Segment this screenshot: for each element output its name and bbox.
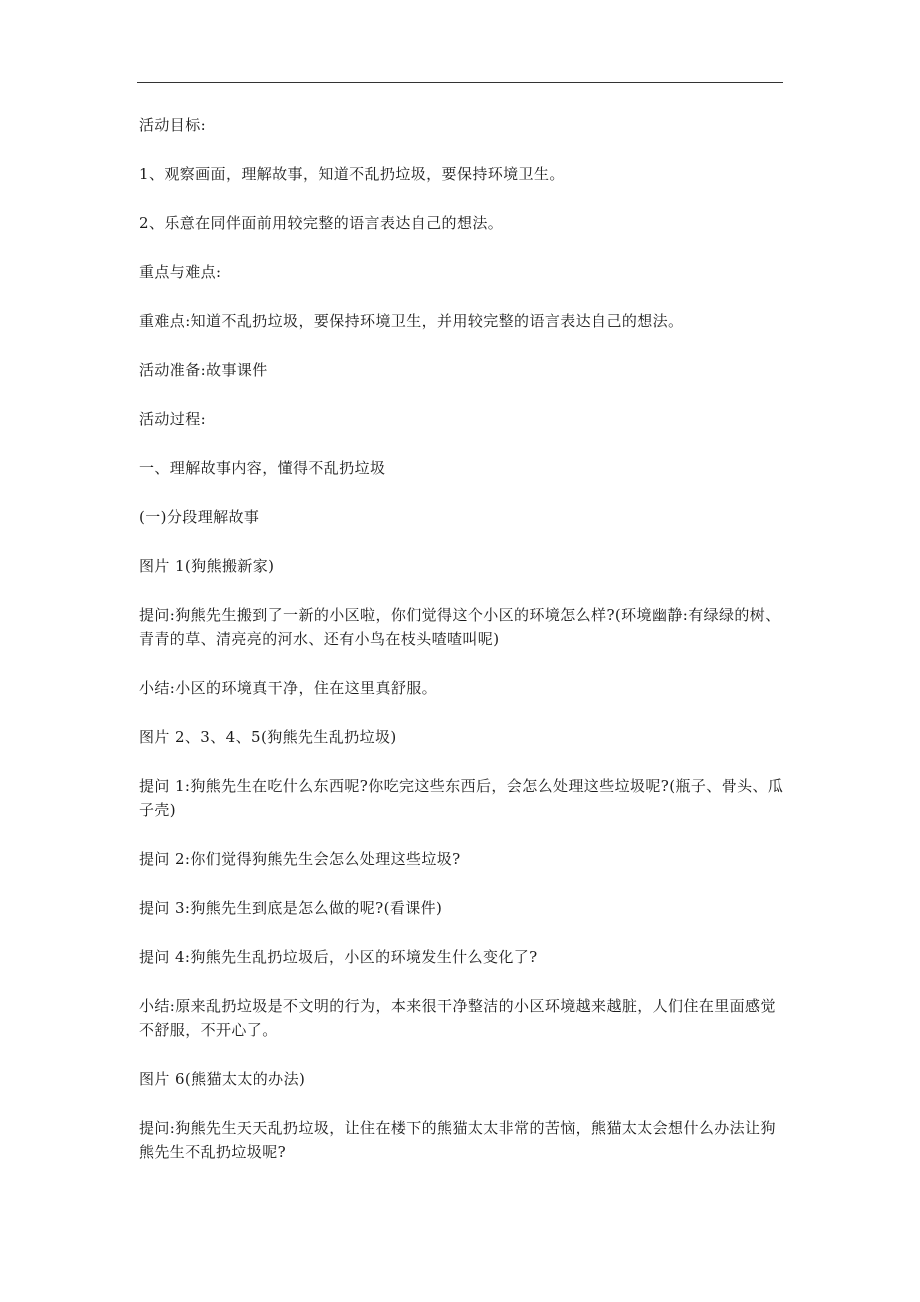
question-3: 提问 3:狗熊先生到底是怎么做的呢?(看课件) bbox=[139, 899, 443, 917]
question-4: 提问 4:狗熊先生乱扔垃圾后，小区的环境发生什么变化了? bbox=[139, 948, 538, 966]
process-step-1: 一、理解故事内容，懂得不乱扔垃圾 bbox=[139, 459, 386, 477]
picture-1-heading: 图片 1(狗熊搬新家) bbox=[139, 557, 275, 575]
picture-6-heading: 图片 6(熊猫太太的办法) bbox=[139, 1070, 306, 1088]
picture-2-5-summary: 小结:原来乱扔垃圾是不文明的行为，本来很干净整洁的小区环境越来越脏，人们住在里面感觉不舒服，不开心了。 bbox=[139, 997, 776, 1039]
goal-item-2: 2、乐意在同伴面前用较完整的语言表达自己的想法。 bbox=[139, 214, 504, 232]
header-rule bbox=[137, 82, 783, 83]
picture-1-question: 提问:狗熊先生搬到了一新的小区啦，你们觉得这个小区的环境怎么样?(环境幽静:有绿绿的树、青青的草、清亮亮的河水、还有小鸟在枝头喳喳叫呢) bbox=[139, 606, 781, 648]
question-2: 提问 2:你们觉得狗熊先生会怎么处理这些垃圾? bbox=[139, 850, 461, 868]
goal-item-1: 1、观察画面，理解故事，知道不乱扔垃圾，要保持环境卫生。 bbox=[139, 165, 565, 183]
process-substep-1: (一)分段理解故事 bbox=[139, 508, 260, 526]
question-1: 提问 1:狗熊先生在吃什么东西呢?你吃完这些东西后，会怎么处理这些垃圾呢?(瓶子、骨头、瓜子壳) bbox=[139, 777, 784, 819]
picture-2-5-heading: 图片 2、3、4、5(狗熊先生乱扔垃圾) bbox=[139, 728, 397, 746]
picture-6-question: 提问:狗熊先生天天乱扔垃圾，让住在楼下的熊猫太太非常的苦恼，熊猫太太会想什么办法让狗熊先生不乱扔垃圾呢? bbox=[139, 1119, 776, 1161]
section-heading-goals: 活动目标: bbox=[139, 116, 207, 134]
section-heading-process: 活动过程: bbox=[139, 410, 207, 428]
document-body bbox=[139, 113, 789, 1189]
preparation-text: 活动准备:故事课件 bbox=[139, 361, 268, 379]
picture-1-summary: 小结:小区的环境真干净，住在这里真舒服。 bbox=[139, 679, 438, 697]
key-points-text: 重难点:知道不乱扔垃圾，要保持环境卫生，并用较完整的语言表达自己的想法。 bbox=[139, 312, 684, 330]
section-heading-key-points: 重点与难点: bbox=[139, 263, 222, 281]
